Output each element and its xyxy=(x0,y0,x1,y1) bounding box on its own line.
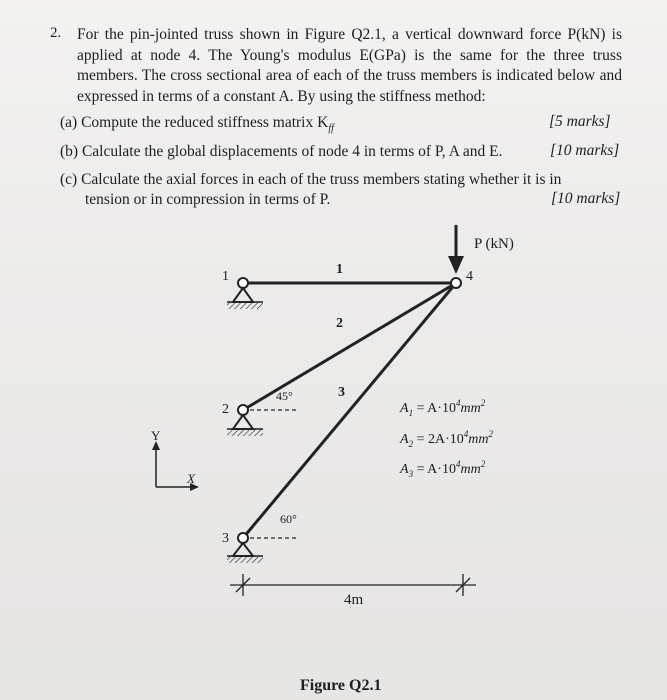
axis-label-y: Y xyxy=(151,428,161,443)
member-label-1: 1 xyxy=(336,262,343,277)
svg-text:A2 = 2A·104mm2: $A_2 = 2A\cdot 10^4mm^2$ xyxy=(400,429,493,449)
area-a2 xyxy=(399,429,493,449)
node-label-4: 4 xyxy=(466,269,473,284)
part-a-marks: [5 marks] xyxy=(549,113,611,130)
part-a-text: (a) Compute the reduced stiffness matrix K xyxy=(60,114,329,131)
load-arrow xyxy=(448,225,464,274)
figure-caption: Figure Q2.1 xyxy=(300,677,382,694)
svg-text:A1 = A·104mm2: $A_1 = A\cdot 10^4mm^2$ xyxy=(400,398,486,418)
area-a3 xyxy=(399,459,486,479)
question-intro: For the pin-jointed truss shown in Figure Q2.1, a vertical downward force P(kN) is applied at node 4. The Young's modulus E(GPa) is the same for the three truss members. The cross sectional area of each of the truss members is indicated below and expressed in terms of a constant A. By using the stiffness method: xyxy=(77,26,622,105)
member-label-3: 3 xyxy=(338,385,345,400)
node-4 xyxy=(451,278,461,288)
part-b-marks: [10 marks] xyxy=(550,142,620,159)
force-label: P (kN) xyxy=(474,236,514,252)
node-label-3: 3 xyxy=(222,531,229,546)
part-c-marks: [10 marks] xyxy=(551,190,621,207)
angle-45: 45° xyxy=(276,389,293,403)
dimension-label: 4m xyxy=(344,592,364,608)
svg-text:A3 = A·104mm2: $A_3 = A\cdot 10^4mm^2$ xyxy=(400,459,486,479)
member-label-2: 2 xyxy=(336,316,343,331)
question-number: 2. xyxy=(50,25,62,41)
part-c-line2: tension or in compression in terms of P. xyxy=(85,191,331,208)
part-a-subscript: ff xyxy=(328,123,334,135)
member-2 xyxy=(243,283,456,410)
node-label-2: 2 xyxy=(222,402,229,417)
node-label-1: 1 xyxy=(222,269,229,284)
angle-60: 60° xyxy=(280,512,297,526)
area-a1 xyxy=(399,398,486,418)
axis-label-x: X xyxy=(187,471,195,486)
part-c: (c) Calculate the axial forces in each of the truss members stating whether it is in xyxy=(60,171,562,188)
part-b: (b) Calculate the global displacements of node 4 in terms of P, A and E. xyxy=(60,143,503,160)
